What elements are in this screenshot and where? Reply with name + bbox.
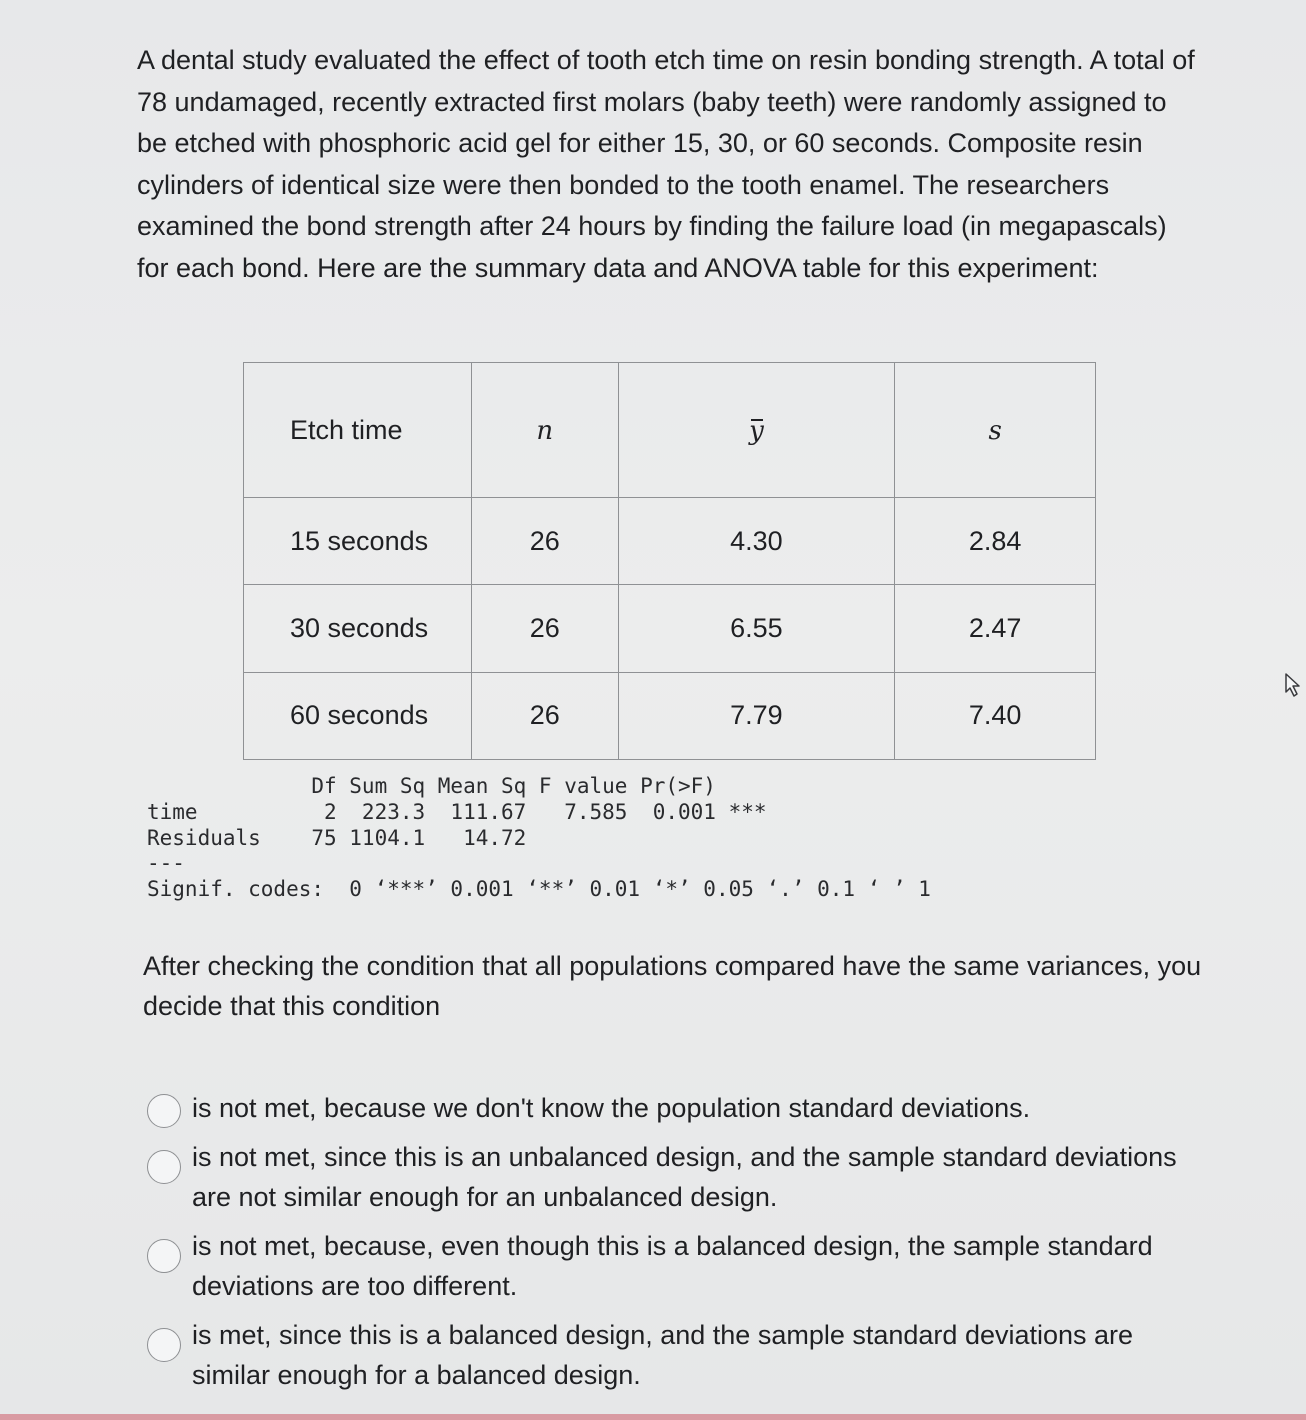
radio-button-icon[interactable] [147, 1150, 181, 1184]
n-cell: 26 [471, 498, 618, 585]
anova-time-line: time 2 223.3 111.67 7.585 0.001 *** [147, 799, 767, 824]
sd-cell: 2.84 [895, 498, 1096, 585]
sd-cell: 2.47 [895, 585, 1096, 672]
mean-cell: 4.30 [618, 498, 895, 585]
answer-option-text: is not met, because we don't know the population standard deviations. [192, 1093, 1031, 1123]
anova-header-line: Df Sum Sq Mean Sq F value Pr(>F) [147, 774, 716, 798]
radio-button-icon[interactable] [147, 1094, 181, 1128]
bottom-color-strip [0, 1414, 1306, 1420]
header-etch-time: Etch time [244, 363, 472, 498]
question-prompt: After checking the condition that all populations compared have the same variances, you decide that this condition [143, 951, 1202, 1021]
n-cell: 26 [471, 585, 618, 672]
radio-button-icon[interactable] [147, 1328, 181, 1362]
header-mean [618, 363, 895, 498]
header-sd-symbol: s [988, 415, 1002, 446]
n-cell: 26 [471, 672, 618, 759]
anova-residuals-line: Residuals 75 1104.1 14.72 [147, 825, 527, 850]
table-row [244, 672, 1096, 759]
hand-pointer-icon [1280, 672, 1306, 706]
answer-option-text: is met, since this is a balanced design, and the sample standard deviations are similar enough for a balanced design. [192, 1320, 1134, 1390]
etch-time-cell: 60 seconds [244, 672, 472, 759]
etch-time-cell: 30 seconds [244, 585, 472, 672]
anova-output [147, 774, 931, 903]
header-n [471, 363, 618, 498]
answer-option-text: is not met, since this is an unbalanced design, and the sample standard deviations are not similar enough for an unbalanced design. [192, 1142, 1177, 1212]
summary-table [243, 362, 1096, 760]
question-intro: A dental study evaluated the effect of tooth etch time on resin bonding strength. A total of 78 undamaged, recently extracted first molars (baby teeth) were randomly assigned to be etched with phosphoric acid gel for either 15, 30, or 60 seconds. Composite resin cylinders of identical size were then bonded to the tooth enamel. The researchers examined the bond strength after 24 hours by finding the failure load (in megapascals) for each bond. Here are the summary data and ANOVA table for this experiment: [137, 45, 1195, 283]
table-row [244, 585, 1096, 672]
header-mean-symbol: y [749, 415, 764, 446]
anova-signif-codes-line: Signif. codes: 0 ‘***’ 0.001 ‘**’ 0.01 ‘*’ 0.05 ‘.’ 0.1 ‘ ’ 1 [147, 877, 931, 902]
table-header-row [244, 363, 1096, 498]
table-row [244, 498, 1096, 585]
anova-separator-line: --- [147, 851, 185, 876]
sd-cell: 7.40 [895, 672, 1096, 759]
header-n-symbol: n [536, 415, 554, 446]
mean-cell: 7.79 [618, 672, 895, 759]
etch-time-cell: 15 seconds [244, 498, 472, 585]
answer-option-text: is not met, because, even though this is a balanced design, the sample standard deviations are too different. [192, 1231, 1153, 1301]
mean-cell: 6.55 [618, 585, 895, 672]
header-sd [895, 363, 1096, 498]
radio-button-icon[interactable] [147, 1239, 181, 1273]
